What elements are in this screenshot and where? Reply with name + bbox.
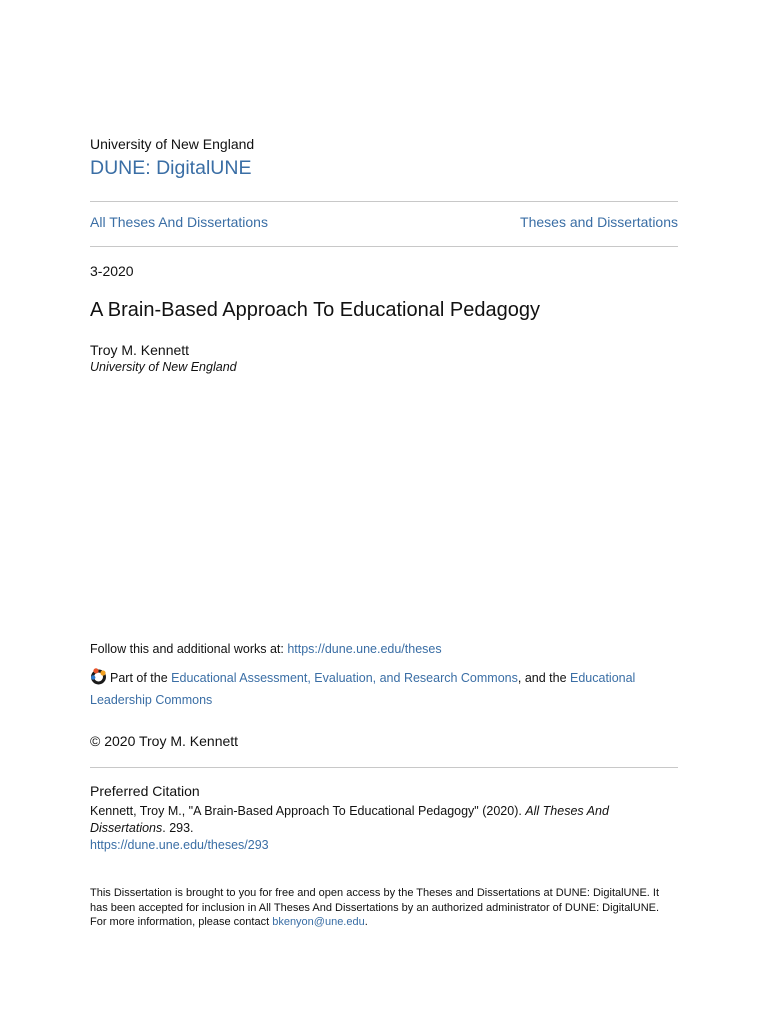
all-theses-link[interactable]: All Theses And Dissertations: [90, 214, 268, 230]
author-affiliation: University of New England: [90, 360, 237, 374]
part-of-line: [90, 667, 650, 711]
follow-url-link[interactable]: https://dune.une.edu/theses: [287, 642, 442, 656]
divider-citation: [90, 767, 678, 768]
part-of-middle: , and the: [517, 671, 570, 685]
theses-dissertations-link[interactable]: Theses and Dissertations: [520, 214, 678, 230]
citation-url-link[interactable]: https://dune.une.edu/theses/293: [90, 838, 269, 852]
divider-bottom: [90, 246, 678, 247]
citation-body: Kennett, Troy M., "A Brain-Based Approach To Educational Pedagogy" (2020).: [90, 804, 526, 818]
citation-text: [90, 803, 650, 837]
part-of-prefix: Part of the: [110, 671, 172, 685]
document-title: A Brain-Based Approach To Educational Pedagogy: [90, 299, 540, 321]
repository-link[interactable]: DUNE: DigitalUNE: [90, 157, 252, 179]
citation-series: All Theses And Dissertations: [90, 804, 609, 835]
institution-name: University of New England: [90, 136, 255, 152]
commons-link-assessment[interactable]: Educational Assessment, Evaluation, and Research Commons: [171, 671, 518, 685]
follow-text: Follow this and additional works at:: [90, 642, 288, 656]
access-notice-text: This Dissertation is brought to you for free and open access by the Theses and Dissertations at DUNE: DigitalUNE. It has been accepted for inclusion in All Theses And Dissertations by an authorized administrator of DUNE: DigitalUNE. For more information, please contact: [90, 887, 660, 928]
collections-bar: [90, 214, 678, 230]
author-name: Troy M. Kennett: [90, 342, 190, 358]
follow-line: [90, 642, 442, 656]
commons-network-icon: [90, 668, 107, 685]
divider-top: [90, 201, 678, 202]
citation-heading: Preferred Citation: [90, 783, 200, 799]
access-notice-end: .: [364, 916, 368, 928]
access-notice: [90, 886, 678, 930]
contact-email-link[interactable]: bkenyon@une.edu: [272, 916, 365, 928]
copyright-notice: © 2020 Troy M. Kennett: [90, 733, 239, 749]
commons-link-leadership[interactable]: Educational Leadership Commons: [90, 671, 636, 707]
publication-date: 3-2020: [90, 263, 134, 279]
citation-number: . 293.: [162, 821, 194, 835]
